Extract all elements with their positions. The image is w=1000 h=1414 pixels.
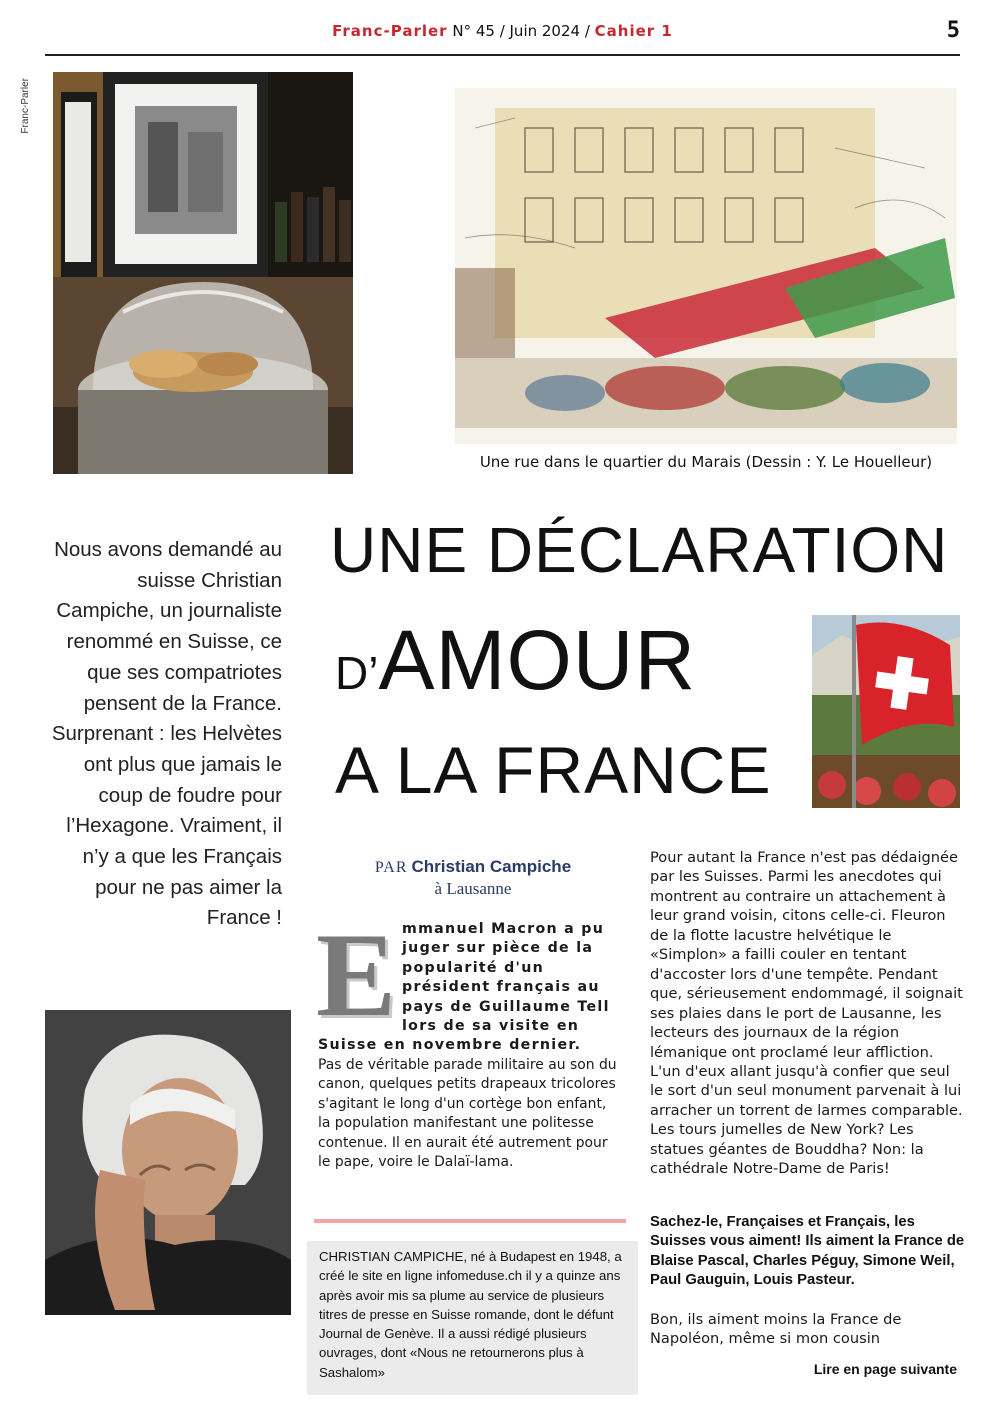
sketch-caption: Une rue dans le quartier du Marais (Dessin : Y. Le Houelleur) — [479, 453, 933, 471]
author-bio-box — [307, 1241, 638, 1395]
swiss-flag-photo — [812, 615, 960, 808]
article-closing-text: Bon, ils aiment moins la France de Napoléon, même si mon cousin — [650, 1311, 902, 1348]
headline-line-2 — [335, 612, 696, 708]
author-bio-text: CHRISTIAN CAMPICHE, né à Budapest en 1948, a créé le site en ligne infomeduse.ch il y a quinze ans après avoir mis sa plume au service de plusieurs titres de presse en Suisse romande, dont le défunt Journal de Genève. Il a aussi rédigé plusieurs ouvrages, dont «Nous ne retournerons plus à Sashalom» — [319, 1249, 622, 1380]
header-masthead — [45, 22, 960, 40]
article-body-col1: Pas de véritable parade militaire au son du canon, quelques petits drapeaux tricolores s'agitant le long d'un cortège bon enfant, la population manifestant une politesse contenue. Il en aurait été autrement pour le pape, voire le Dalaï-lama. — [318, 1056, 617, 1171]
article-column-2: Pour autant la France n'est pas dédaignée par les Suisses. Parmi les anecdotes qui montrent au contraire un attachement à leur grand voisin, citons celle-ci. Fleuron de la flotte lacustre helvétique le «Simplon» a failli couler en tentant d'accoster lors d'une tempête. Pendant que, sérieusement endommagé, il soignait ses plaies dans le port de Lausanne, les lecteurs des journaux de la région lémanique ont proclamé leur affliction. L'un d'eux allant jusqu'à confier que seul le sort d'un seul monument parvenait à lui arracher un torrent de larmes comparable. Les tours jumelles de New York? Les statues géantes de Bouddha? Non: la cathédrale Notre-Dame de Paris! — [650, 849, 963, 1178]
marais-sketch-image — [455, 88, 957, 444]
byline-author: Christian Campiche — [411, 857, 572, 876]
headline-amour: AMOUR — [378, 613, 697, 707]
photo-credit: Franc-Parler — [20, 78, 31, 134]
drop-cap: E — [316, 908, 397, 1041]
article-lead: mmanuel Macron a pu juger sur pièce de la popularité d'un président français au pays de Guillaume Tell lors de sa visite en Suisse en novembre dernier. — [318, 921, 610, 1054]
headline-apostrophe-prefix: D’ — [335, 647, 379, 699]
cafe-photo — [53, 72, 353, 474]
headline-line-3: A LA FRANCE — [335, 733, 772, 807]
continue-next-page: Lire en page suivante — [813, 1361, 957, 1377]
byline-place: à Lausanne — [434, 879, 512, 898]
author-portrait-photo — [45, 1010, 291, 1315]
publication-name: Franc-Parler — [332, 22, 448, 40]
byline — [318, 857, 628, 899]
byline-par: PAR — [374, 859, 408, 876]
page-header — [45, 18, 960, 56]
article-column-1 — [316, 908, 620, 1173]
page-number: 5 — [946, 18, 960, 43]
issue-info: N° 45 / Juin 2024 / — [452, 22, 590, 40]
intro-text: Nous avons demandé au suisse Christian Campiche, un journaliste renommé en Suisse, ce que ses compatriotes pensent de la France. Surprenant : les Helvètes ont plus que jamais le coup de foudre pour l’Hexagone. Vraiment, il n’y a que les Français pour ne pas aimer la France ! — [51, 538, 282, 930]
headline-line-1 — [330, 512, 948, 588]
section-name: Cahier 1 — [594, 22, 673, 40]
divider-rule — [314, 1219, 626, 1223]
headline-line-1-text: UNE DÉCLARATION — [330, 514, 949, 586]
article-bold-paragraph: Sachez-le, Françaises et Français, les Suisses vous aiment! Ils aiment la France de Blaise Pascal, Charles Péguy, Simone Weil, Paul Gauguin, Louis Pasteur. — [650, 1214, 965, 1289]
